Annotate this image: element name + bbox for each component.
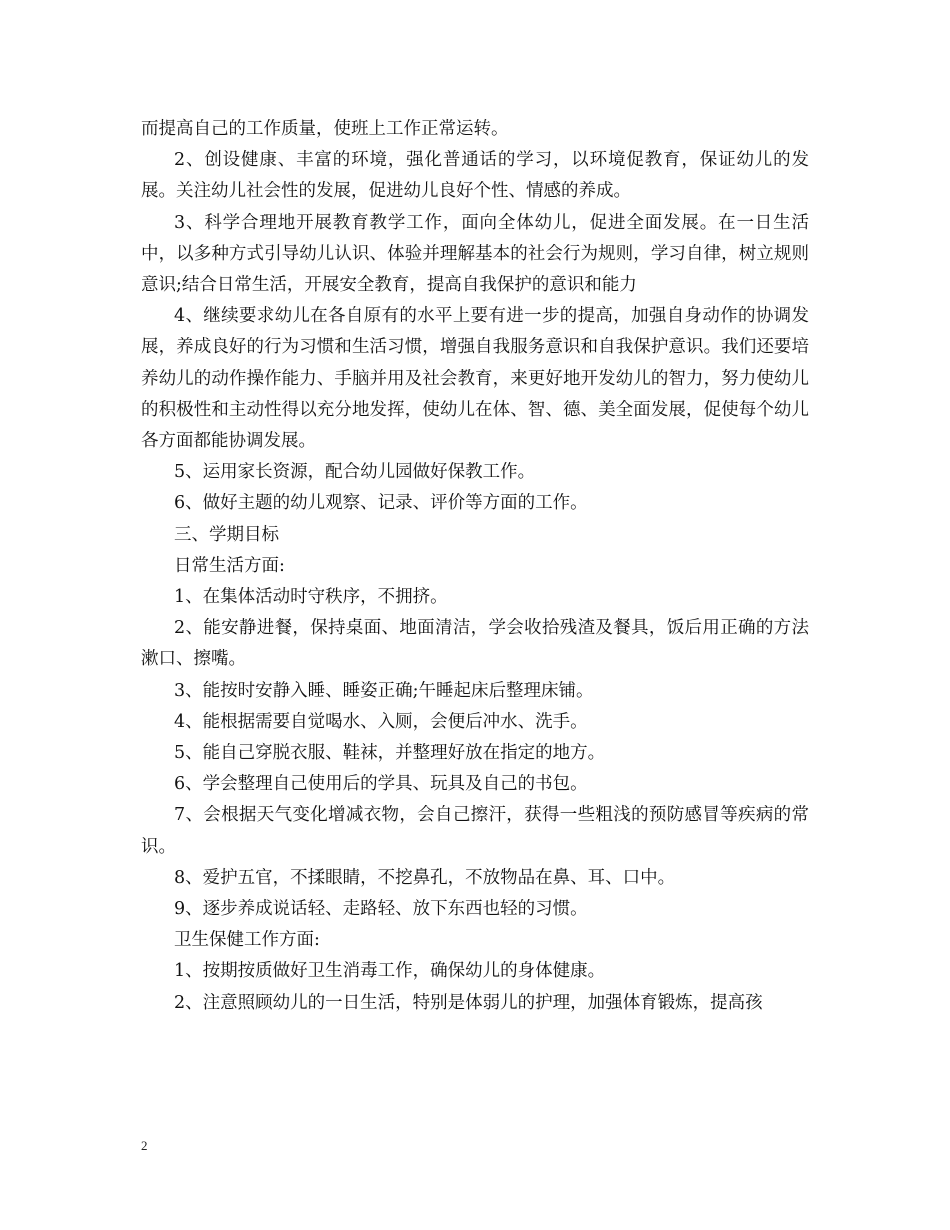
paragraph: 日常生活方面: [174,555,285,576]
paragraph: 5、运用家长资源，配合幼儿园做好保教工作。 [174,462,536,483]
paragraph: 2、注意照顾幼儿的一日生活，特别是体弱儿的护理，加强体育锻炼，提高孩 [174,992,763,1013]
paragraph: 三、学期目标 [174,524,279,545]
paragraph: 9、逐步养成说话轻、走路轻、放下东西也轻的习惯。 [174,899,588,920]
paragraph: 而提高自己的工作质量，使班上工作正常运转。 [141,119,509,139]
paragraph: 8、爱护五官，不揉眼睛，不挖鼻孔，不放物品在鼻、耳、口中。 [174,867,676,888]
paragraph: 5、能自己穿脱衣服、鞋袜，并整理好放在指定的地方。 [174,743,606,764]
paragraph: 6、学会整理自己使用后的学具、玩具及自己的书包。 [174,774,588,795]
paragraph: 1、按期按质做好卫生消毒工作，确保幼儿的身体健康。 [174,961,606,982]
document-body [141,114,809,1019]
paragraph: 3、科学合理地开展教育教学工作，面向全体幼儿，促进全面发展。在一日生活中，以多种方式引导幼儿认识、体验并理解基本的社会行为规则，学习自律，树立规则意识;结合日常生活，开展安全教育，提高自我保护的意识和能力 [141,212,809,296]
paragraph: 7、会根据天气变化增减衣物，会自己擦汗，获得一些粗浅的预防感冒等疾病的常识。 [141,805,809,857]
paragraph: 卫生保健工作方面: [174,930,320,951]
paragraph: 1、在集体活动时守秩序，不拥挤。 [174,587,448,608]
paragraph: 4、能根据需要自觉喝水、入厕，会便后冲水、洗手。 [174,711,588,732]
paragraph: 6、做好主题的幼儿观察、记录、评价等方面的工作。 [174,493,588,514]
paragraph: 2、创设健康、丰富的环境，强化普通话的学习，以环境促教育，保证幼儿的发展。关注幼儿社会性的发展，促进幼儿良好个性、情感的养成。 [141,150,809,202]
paragraph: 2、能安静进餐，保持桌面、地面清洁，学会收拾残渣及餐具，饭后用正确的方法漱口、擦嘴。 [141,618,809,670]
page-number: 2 [141,1138,148,1153]
paragraph: 4、继续要求幼儿在各自原有的水平上要有进一步的提高，加强自身动作的协调发展，养成良好的行为习惯和生活习惯，增强自我服务意识和自我保护意识。我们还要培养幼儿的动作操作能力、手脑并用及社会教育，来更好地开发幼儿的智力，努力使幼儿的积极性和主动性得以充分地发挥，使幼儿在体、智、德、美全面发展，促使每个幼儿各方面都能协调发展。 [141,306,809,452]
paragraph: 3、能按时安静入睡、睡姿正确;午睡起床后整理床铺。 [174,680,594,701]
